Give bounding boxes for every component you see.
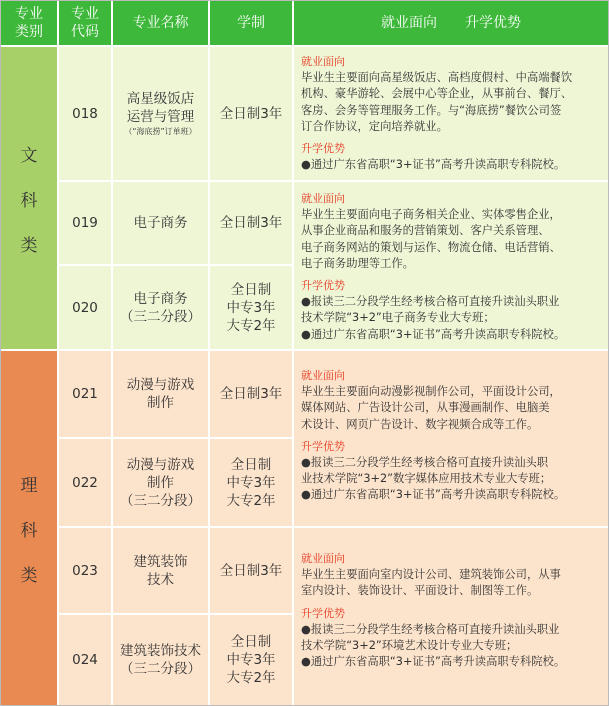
name-line: （三二分段） [120,661,201,677]
grid-line [0,45,609,47]
code-cell: 020 [58,265,112,350]
duration-cell [209,614,293,706]
grid-line [111,0,113,706]
prospects-cell [293,350,609,527]
name-line: 制作 [147,395,174,411]
name-cell [112,527,209,614]
category-char: 类 [20,235,38,256]
header-category [0,0,58,46]
duration-line: 大专2年 [226,670,276,686]
code-cell: 021 [58,350,112,438]
grid-line [58,437,293,439]
name-cell [112,350,209,438]
prospects-cell [293,46,609,181]
code-cell: 019 [58,181,112,265]
advantage-label: 升学优势 [301,439,345,453]
job-line: 毕业生主要面向电子商务相关企业、实体零售企业， [301,208,561,221]
job-line: 媒体网站、广告设计公司，从事漫画制作、电脑美 [301,401,550,415]
header-duration [209,0,293,46]
grid-line [292,0,294,706]
name-cell [112,265,209,350]
code-cell: 023 [58,527,112,614]
job-line: 毕业生主要面向动漫影视制作公司，平面设计公司， [301,385,561,398]
grid-line [58,613,293,615]
duration-line: 中专3年 [226,299,276,316]
name-line: 技术 [147,571,174,588]
name-line: 运营与管理 [126,109,195,125]
duration-line: 大专2年 [226,492,276,509]
prospects-cell [293,181,609,350]
duration-cell [209,181,293,265]
duration-cell [209,438,293,527]
category-char: 科 [20,190,38,211]
header-code-line: 专业 [71,6,99,22]
job-label: 就业面向 [301,55,345,68]
duration-line: 全日制 [230,456,272,473]
job-line: 室内设计、装饰设计、平面设计、制图等工作。 [301,584,539,598]
name-line: 电子商务 [133,215,188,231]
duration-cell [209,527,293,614]
name-line: 高星级饭店 [126,91,195,107]
advantage-line: ●通过广东省高职“3+证书”高考升读高职专科院校。 [301,158,566,172]
job-label: 就业面向 [301,192,345,205]
category-char: 理 [20,475,38,496]
grid-line [57,0,59,706]
duration-cell [209,265,293,350]
job-label: 就业面向 [301,369,345,382]
name-cell [112,614,209,706]
header-category-line: 专业 [15,6,43,22]
category-char: 文 [20,145,38,166]
advantage-line: 技术学院“3+2”环境艺术设计专业大专班； [301,638,518,652]
category-char: 类 [20,565,38,586]
advantage-line: ●报读三二分段学生经考核合格可直接升读汕头职 [301,455,549,469]
grid-line [208,0,210,706]
name-cell [112,46,209,181]
job-line: 术设计、网页广告设计、数字视频合成等工作。 [301,417,539,431]
duration-line: 全日制3年 [219,215,283,231]
code-cell: 024 [58,614,112,706]
header-duration-text: 学制 [237,15,265,31]
category-liberal-arts [0,46,58,350]
name-cell [112,181,209,265]
advantage-line: 业技术学院“3+2”数字媒体应用技术专业大专班； [301,472,552,486]
advantage-line: ●通过广东省高职“3+证书”高考升读高职专科院校。 [301,327,566,341]
job-line: 客房、会务等管理服务工作。与“海底捞”餐饮公司签 [301,103,562,117]
code-cell: 018 [58,46,112,181]
name-line: 建筑装饰 [133,553,188,570]
header-name [112,0,209,46]
job-line: 电子商务助理等工作。 [301,256,414,270]
category-char: 科 [20,520,38,541]
job-line: 机构、豪华游轮、会展中心等企业，从事前台、餐厅、 [301,87,573,101]
duration-cell [209,46,293,181]
job-label: 就业面向 [301,552,345,565]
header-prospects [293,0,609,46]
name-note: （“海底捞”订单班） [124,127,197,136]
header-category-line: 类别 [15,24,43,40]
advantage-line: ●报读三二分段学生经考核合格可直接升读汕头职业 [301,622,560,636]
duration-line: 中专3年 [226,652,276,668]
duration-line: 全日制3年 [219,105,283,122]
grid-line [0,349,609,351]
header-code-line: 代码 [71,24,99,40]
advantage-label: 升学优势 [301,142,345,156]
category-science [0,350,58,706]
duration-line: 全日制3年 [219,386,283,402]
name-line: 动漫与游戏 [126,456,195,473]
advantage-label: 升学优势 [301,606,345,620]
duration-line: 大专2年 [226,317,276,334]
advantage-line: 技术学院“3+2”电子商务专业大专班； [301,311,495,325]
header-prospects-text: 就业面向 升学优势 [381,15,521,31]
name-cell [112,438,209,527]
duration-line: 全日制 [230,634,272,650]
name-line: 电子商务 [133,290,188,307]
code-cell: 022 [58,438,112,527]
header-name-text: 专业名称 [132,15,189,31]
advantage-line: ●报读三二分段学生经考核合格可直接升读汕头职业 [301,295,560,309]
advantage-line: ●通过广东省高职“3+证书”高考升读高职专科院校。 [301,488,566,502]
grid-line [58,180,609,182]
duration-line: 中专3年 [226,474,276,491]
name-line: 动漫与游戏 [126,377,195,393]
job-line: 从事企业商品和服务的营销策划、客户关系管理、 [301,224,550,238]
grid-line [58,526,609,528]
job-line: 毕业生主要面向高星级饭店、高档度假村、中高端餐饮 [301,71,573,84]
job-line: 电子商务网站的策划与运作、物流仓储、电话营销、 [301,240,561,254]
name-line: 制作 [147,474,174,491]
name-line: 建筑装饰技术 [120,643,201,659]
job-line: 订合作协议，定向培养就业。 [301,119,448,133]
advantage-line: ●通过广东省高职“3+证书”高考升读高职专科院校。 [301,655,566,669]
duration-line: 全日制 [230,281,272,298]
duration-line: 全日制3年 [219,562,283,579]
duration-cell [209,350,293,438]
job-line: 毕业生主要面向室内设计公司、建筑装饰公司，从事 [301,568,561,581]
name-line: （三二分段） [120,308,201,325]
grid-line [58,264,293,266]
advantage-label: 升学优势 [301,279,345,293]
prospects-cell [293,527,609,706]
header-code [58,0,112,46]
name-line: （三二分段） [120,492,201,509]
